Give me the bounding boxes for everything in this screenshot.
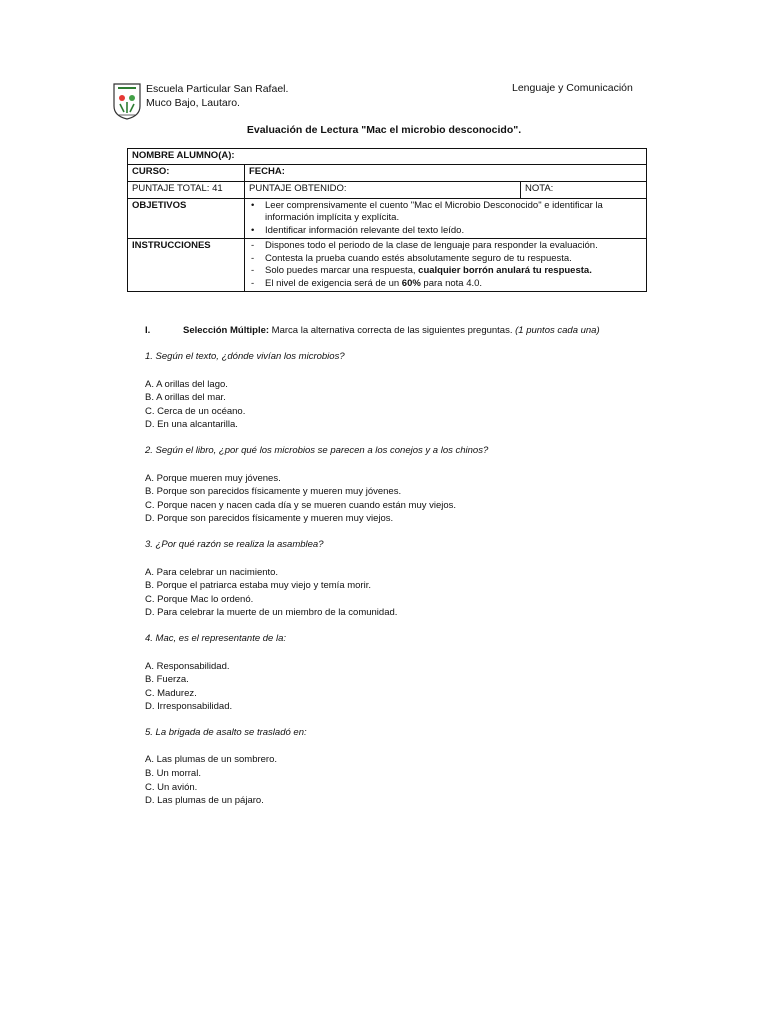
question-prompt: 5. La brigada de asalto se trasladó en: [145, 726, 307, 738]
answer-option[interactable]: A. Las plumas de un sombrero. [145, 754, 278, 766]
answer-option[interactable]: B. A orillas del mar. [145, 392, 226, 404]
obtained-score-field: PUNTAJE OBTENIDO: [245, 181, 521, 198]
instruction-emphasis: cualquier borrón anulará tu respuesta. [418, 265, 592, 276]
answer-option[interactable]: A. Porque mueren muy jóvenes. [145, 472, 281, 484]
section-text: Marca la alternativa correcta de las siguientes preguntas. [269, 325, 516, 336]
table-row [128, 181, 647, 198]
question-prompt: 1. Según el texto, ¿dónde vivían los microbios? [145, 351, 345, 362]
school-crest-icon [112, 80, 142, 120]
instruction-item: - Dispones todo el periodo de la clase de lenguaje para responder la evaluación. [265, 240, 642, 253]
school-info [146, 82, 288, 110]
question-block [145, 350, 488, 432]
answer-option[interactable]: D. Irresponsabilidad. [145, 701, 233, 713]
answer-option[interactable]: B. Porque el patriarca estaba muy viejo y temía morir. [145, 580, 371, 592]
answer-option[interactable]: A. A orillas del lago. [145, 378, 228, 390]
answer-option[interactable]: D. Para celebrar la muerte de un miembro de la comunidad. [145, 607, 398, 619]
course-field: CURSO: [128, 164, 245, 181]
date-field: FECHA: [245, 164, 647, 181]
instructions-cell [245, 239, 647, 292]
question-block [145, 444, 488, 526]
instruction-text: El nivel de exigencia será de un [265, 277, 402, 289]
objective-item: • Leer comprensivamente el cuento "Mac el Microbio Desconocido" e identificar la información implícita y explícita. [265, 200, 642, 225]
instruction-item [265, 278, 642, 291]
answer-option[interactable]: C. Un avión. [145, 781, 198, 793]
total-score-field: PUNTAJE TOTAL: 41 [128, 181, 245, 198]
answer-option[interactable]: D. Las plumas de un pájaro. [145, 795, 264, 807]
question-prompt: 4. Mac, es el representante de la: [145, 632, 286, 644]
answer-option[interactable]: A. Para celebrar un nacimiento. [145, 566, 279, 578]
objective-item: • Identificar información relevante del texto leído. [265, 225, 642, 238]
table-row [128, 164, 647, 181]
answer-option[interactable]: B. Un morral. [145, 768, 201, 780]
school-location: Muco Bajo, Lautaro. [146, 97, 240, 109]
answer-option[interactable]: C. Cerca de un océano. [145, 405, 246, 417]
answer-option[interactable]: B. Fuerza. [145, 674, 189, 686]
table-row [128, 239, 647, 292]
objectives-cell [245, 198, 647, 239]
answer-option[interactable]: D. En una alcantarilla. [145, 419, 238, 431]
question-block [145, 632, 488, 714]
student-name-field: NOMBRE ALUMNO(A): [128, 149, 647, 165]
section-number: I. [145, 325, 151, 336]
document-title: Evaluación de Lectura "Mac el microbio desconocido". [246, 124, 522, 136]
subject-label: Lenguaje y Comunicación [512, 82, 633, 94]
question-block [145, 726, 488, 808]
table-row [128, 149, 647, 165]
student-info-table [127, 148, 647, 292]
instruction-item: - Contesta la prueba cuando estés absolutamente seguro de tu respuesta. [265, 253, 642, 266]
table-row [128, 198, 647, 239]
question-prompt: 2. Según el libro, ¿por qué los microbios se parecen a los conejos y a los chinos? [145, 444, 489, 456]
section-points: (1 puntos cada una) [515, 325, 600, 336]
objectives-label: OBJETIVOS [128, 198, 245, 239]
instruction-item [265, 265, 642, 278]
answer-option[interactable]: D. Porque son parecidos físicamente y mueren muy viejos. [145, 513, 394, 525]
questions-list [145, 350, 488, 820]
instruction-emphasis: 60% [401, 277, 421, 289]
question-prompt: 3. ¿Por qué razón se realiza la asamblea? [145, 538, 324, 550]
section-label: Selección Múltiple: [183, 325, 270, 336]
answer-option[interactable]: A. Responsabilidad. [145, 660, 230, 672]
instruction-text: para nota 4.0. [420, 277, 483, 289]
question-block [145, 538, 488, 620]
answer-option[interactable]: C. Porque nacen y nacen cada día y se mueren cuando están muy viejos. [145, 499, 457, 511]
school-name: Escuela Particular San Rafael. [146, 83, 289, 95]
instruction-text: Solo puedes marcar una respuesta, [265, 265, 419, 276]
grade-field: NOTA: [521, 181, 647, 198]
answer-option[interactable]: C. Porque Mac lo ordenó. [145, 593, 254, 605]
instructions-label: INSTRUCCIONES [128, 239, 245, 292]
section-heading [145, 325, 600, 336]
answer-option[interactable]: B. Porque son parecidos físicamente y mueren muy jóvenes. [145, 486, 402, 498]
answer-option[interactable]: C. Madurez. [145, 687, 197, 699]
